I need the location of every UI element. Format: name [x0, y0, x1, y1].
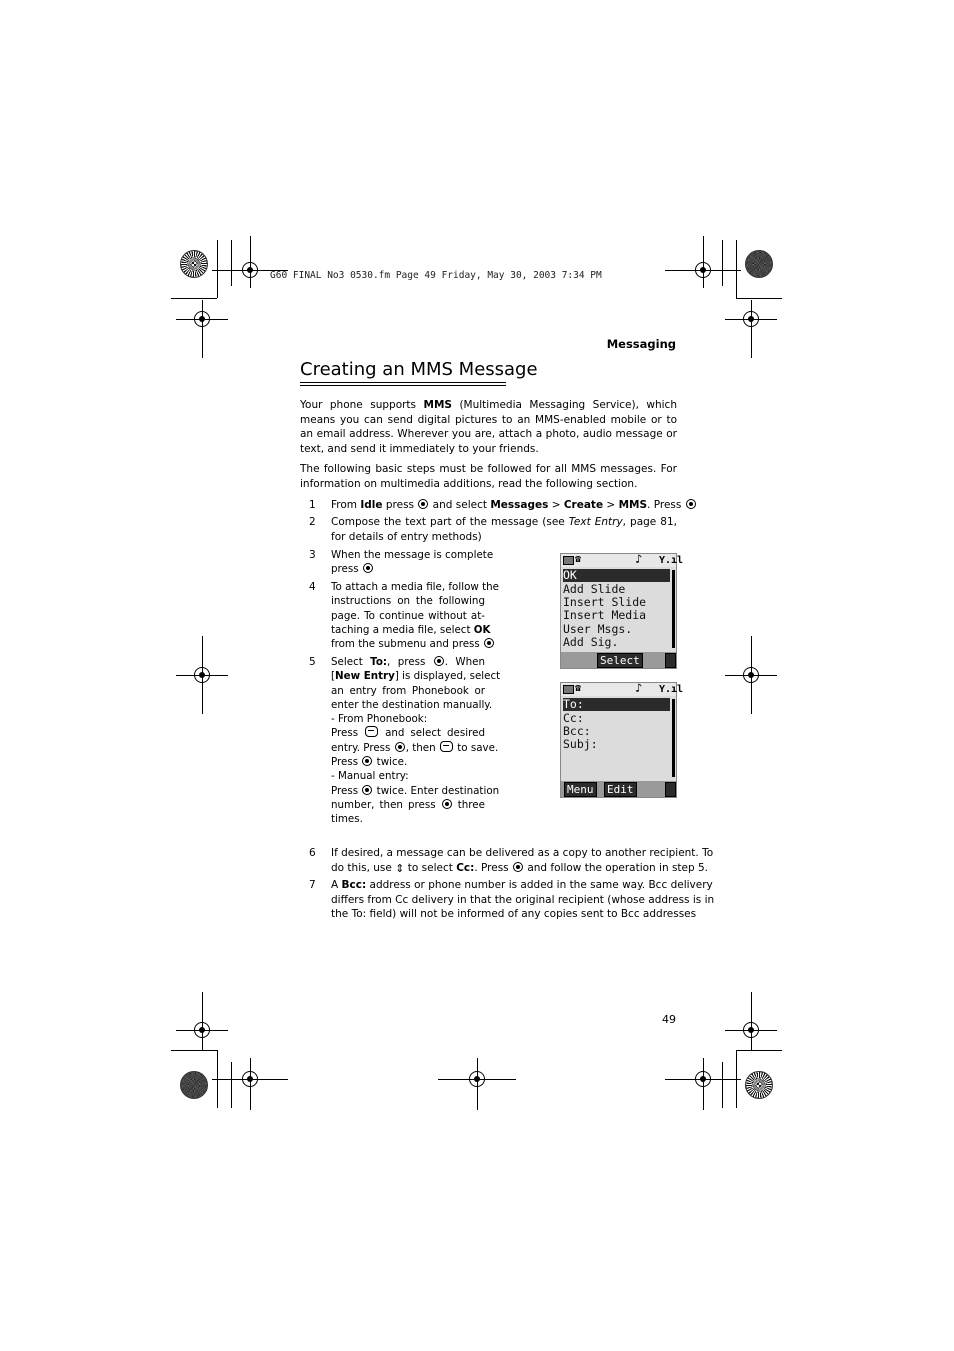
signal-icon: Y.ıl [659, 684, 684, 695]
signal-icon: Y.ıl [659, 555, 684, 566]
step-4-text: To attach a media file, follow the instructions on the following page. To continue without at- taching a media file, select OK from the submenu and press [331, 581, 499, 651]
step-1-text: From Idle press and select Messages > Create > MMS. Press [331, 498, 677, 513]
registration-mark-icon [743, 667, 759, 683]
step-6-text: If desired, a message can be delivered as a copy to another recipient. To do this, use ⇕ to select Cc:. Press and follow the operation in step 5. [331, 847, 714, 875]
ok-key-icon [418, 499, 428, 509]
right-softkey-icon[interactable] [665, 782, 676, 797]
ok-key-icon [395, 742, 405, 752]
ok-key-icon [362, 785, 372, 795]
step-2-text: Compose the text part of the message (see Text Entry, page 81, for details of entry methods) [331, 516, 677, 543]
menu-item-insert-slide[interactable]: Insert Slide [563, 595, 647, 609]
title-underline [300, 382, 506, 383]
nav-key-icon: ⇕ [395, 861, 405, 875]
right-softkey-icon[interactable] [665, 653, 676, 668]
scrollbar[interactable] [672, 570, 675, 648]
field-bcc[interactable]: Bcc: [563, 724, 591, 738]
menu-item-add-sig[interactable]: Add Sig. [563, 635, 619, 649]
status-bar [561, 552, 684, 567]
step-number: 7 [309, 879, 316, 891]
ok-key-icon [484, 638, 494, 648]
softkey-bar [561, 781, 676, 797]
menu-item-insert-media[interactable]: Insert Media [563, 608, 647, 622]
phonebook-key-icon [440, 741, 453, 752]
registration-mark-icon [743, 1022, 759, 1038]
select-softkey[interactable]: Select [597, 653, 643, 668]
ok-key-icon [434, 656, 444, 666]
page-number: 49 [662, 1013, 676, 1026]
music-note-icon: ♪ [635, 552, 643, 566]
step-number: 5 [309, 656, 316, 668]
title-underline [300, 385, 506, 386]
step-number: 1 [309, 499, 316, 511]
registration-mark-icon [242, 262, 258, 278]
ok-key-icon [363, 563, 373, 573]
registration-mark-icon [194, 667, 210, 683]
color-target-icon [180, 1071, 208, 1099]
intro-paragraph: Your phone supports MMS (Multimedia Messaging Service), which means you can send digital pictures to an MMS-enabled mobile or to an email address. Wherever you are, attach a photo, audio message or text, and send it immediately to your friends. [300, 399, 677, 455]
phonebook-key-icon [365, 726, 378, 737]
step-3-text: When the message is complete press [331, 549, 494, 576]
music-note-icon: ♪ [635, 681, 643, 695]
step-number: 6 [309, 847, 316, 859]
ok-key-icon [362, 756, 372, 766]
step-number: 3 [309, 549, 316, 561]
step-number: 2 [309, 516, 316, 528]
registration-mark-icon [695, 1071, 711, 1087]
message-icon [563, 685, 574, 694]
registration-mark-icon [194, 1022, 210, 1038]
color-target-icon [745, 1071, 773, 1099]
registration-mark-icon [194, 311, 210, 327]
ok-key-icon [442, 799, 452, 809]
registration-mark-icon [695, 262, 711, 278]
message-icon [563, 556, 574, 565]
phone-screen-recipients [560, 681, 684, 798]
menu-item-add-slide[interactable]: Add Slide [563, 582, 626, 596]
status-bar [561, 681, 684, 696]
menu-softkey[interactable]: Menu [564, 782, 597, 797]
field-subject[interactable]: Subj: [563, 737, 598, 751]
step-7-text: A Bcc: address or phone number is added in the same way. Bcc delivery differs from Cc delivery in that the original recipient (whose address is in the To: field) will not be informed of any copies sent to Bcc addresses [331, 879, 715, 921]
menu-item-ok[interactable]: OK [563, 569, 670, 582]
edit-softkey[interactable]: Edit [604, 782, 637, 797]
color-target-icon [745, 250, 773, 278]
scrollbar[interactable] [672, 699, 675, 777]
registration-mark-icon [242, 1071, 258, 1087]
file-info: G60 FINAL No3 0530.fm Page 49 Friday, May 30, 2003 7:34 PM [270, 270, 602, 281]
phone-icon: ☎ [575, 683, 582, 694]
field-cc[interactable]: Cc: [563, 711, 584, 725]
page-title: Creating an MMS Message [300, 359, 538, 380]
section-header: Messaging [606, 337, 676, 351]
color-target-icon [180, 250, 208, 278]
ok-key-icon [686, 499, 696, 509]
step-5-text: Select To:, press . When [New Entry] is displayed, select an entry from Phonebook or enter the destination manually. - From Phonebook: Press and select desired entry. Press , then to save. Press twice. - Manual entry: Press twice. Enter destination number, then press three times. [331, 656, 501, 826]
steps-intro-paragraph: The following basic steps must be followed for all MMS messages. For information on multimedia additions, read the following section. [300, 463, 677, 490]
field-to[interactable]: To: [563, 698, 670, 711]
registration-mark-icon [743, 311, 759, 327]
softkey-bar [561, 652, 676, 668]
registration-mark-icon [469, 1071, 485, 1087]
step-number: 4 [309, 581, 316, 593]
ok-key-icon [513, 862, 523, 872]
menu-item-user-msgs[interactable]: User Msgs. [563, 622, 633, 636]
phone-icon: ☎ [575, 554, 582, 565]
phone-screen-submenu [560, 552, 684, 669]
